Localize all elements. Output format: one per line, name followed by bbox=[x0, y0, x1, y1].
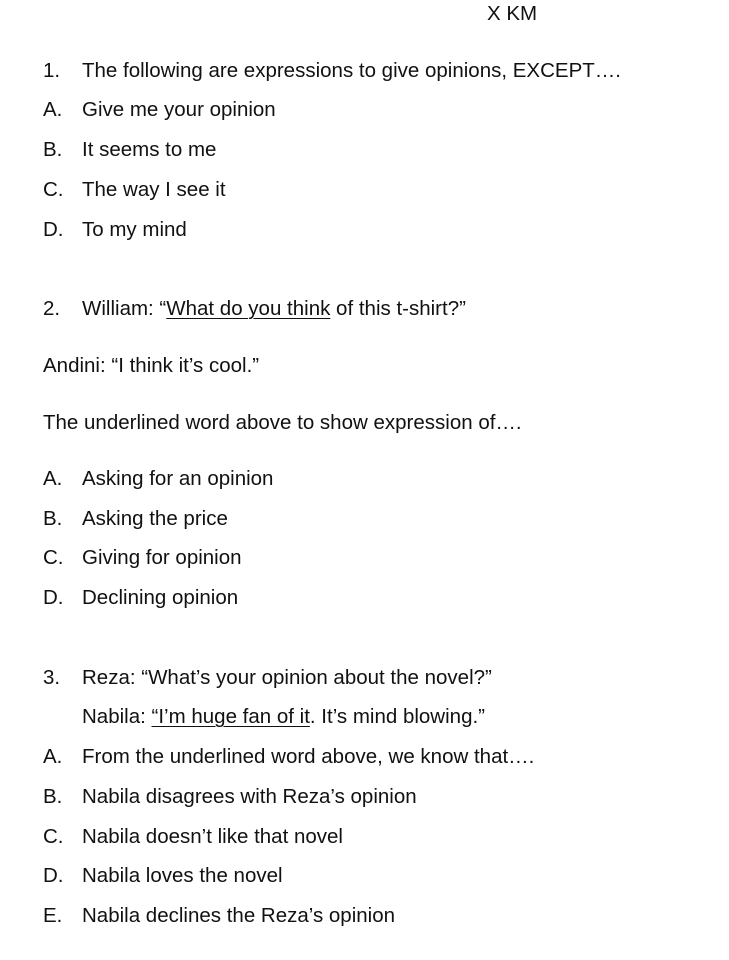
option-text: Asking for an opinion bbox=[82, 467, 274, 490]
option-letter: E. bbox=[43, 904, 63, 927]
option-letter: D. bbox=[43, 586, 64, 609]
option-letter: C. bbox=[43, 825, 64, 848]
dialogue-reply: Andini: “I think it’s cool.” bbox=[43, 354, 260, 377]
question-stem: Reza: “What’s your opinion about the novel?” bbox=[82, 666, 492, 689]
option-letter: C. bbox=[43, 546, 64, 569]
option-text: Nabila declines the Reza’s opinion bbox=[82, 904, 396, 927]
option-letter: D. bbox=[43, 864, 64, 887]
option-text: Giving for opinion bbox=[82, 546, 242, 569]
option-text: Asking the price bbox=[82, 507, 228, 530]
dialogue-reply bbox=[82, 705, 485, 729]
underlined-phrase: What do you think bbox=[166, 297, 331, 320]
option-text: The way I see it bbox=[82, 178, 226, 201]
option-text: Nabila disagrees with Reza’s opinion bbox=[82, 785, 417, 808]
underlined-phrase: “I’m huge fan of it bbox=[151, 705, 310, 728]
page-title: X KM bbox=[487, 2, 538, 25]
option-text: Nabila loves the novel bbox=[82, 864, 283, 887]
reply-suffix: . It’s mind blowing.” bbox=[309, 705, 485, 728]
option-letter: B. bbox=[43, 785, 63, 808]
reply-prefix: Nabila: bbox=[82, 705, 152, 728]
option-text: Declining opinion bbox=[82, 586, 239, 609]
option-text: It seems to me bbox=[82, 138, 217, 161]
stem-prefix: William: “ bbox=[82, 297, 167, 320]
option-letter: A. bbox=[43, 467, 63, 490]
option-text: From the underlined word above, we know that…. bbox=[82, 745, 535, 768]
question-stem: The following are expressions to give opinions, EXCEPT…. bbox=[82, 59, 621, 82]
question-number: 1. bbox=[43, 59, 61, 82]
option-text: To my mind bbox=[82, 218, 187, 241]
option-letter: D. bbox=[43, 218, 64, 241]
option-letter: A. bbox=[43, 98, 63, 121]
option-letter: A. bbox=[43, 745, 63, 768]
question-prompt: The underlined word above to show expression of…. bbox=[43, 411, 522, 434]
stem-suffix: of this t-shirt?” bbox=[330, 297, 466, 320]
option-letter: B. bbox=[43, 138, 63, 161]
question-number: 2. bbox=[43, 297, 61, 320]
question-number: 3. bbox=[43, 666, 61, 689]
option-letter: C. bbox=[43, 178, 64, 201]
option-text: Give me your opinion bbox=[82, 98, 276, 121]
option-letter: B. bbox=[43, 507, 63, 530]
question-stem bbox=[82, 297, 466, 321]
option-text: Nabila doesn’t like that novel bbox=[82, 825, 343, 848]
